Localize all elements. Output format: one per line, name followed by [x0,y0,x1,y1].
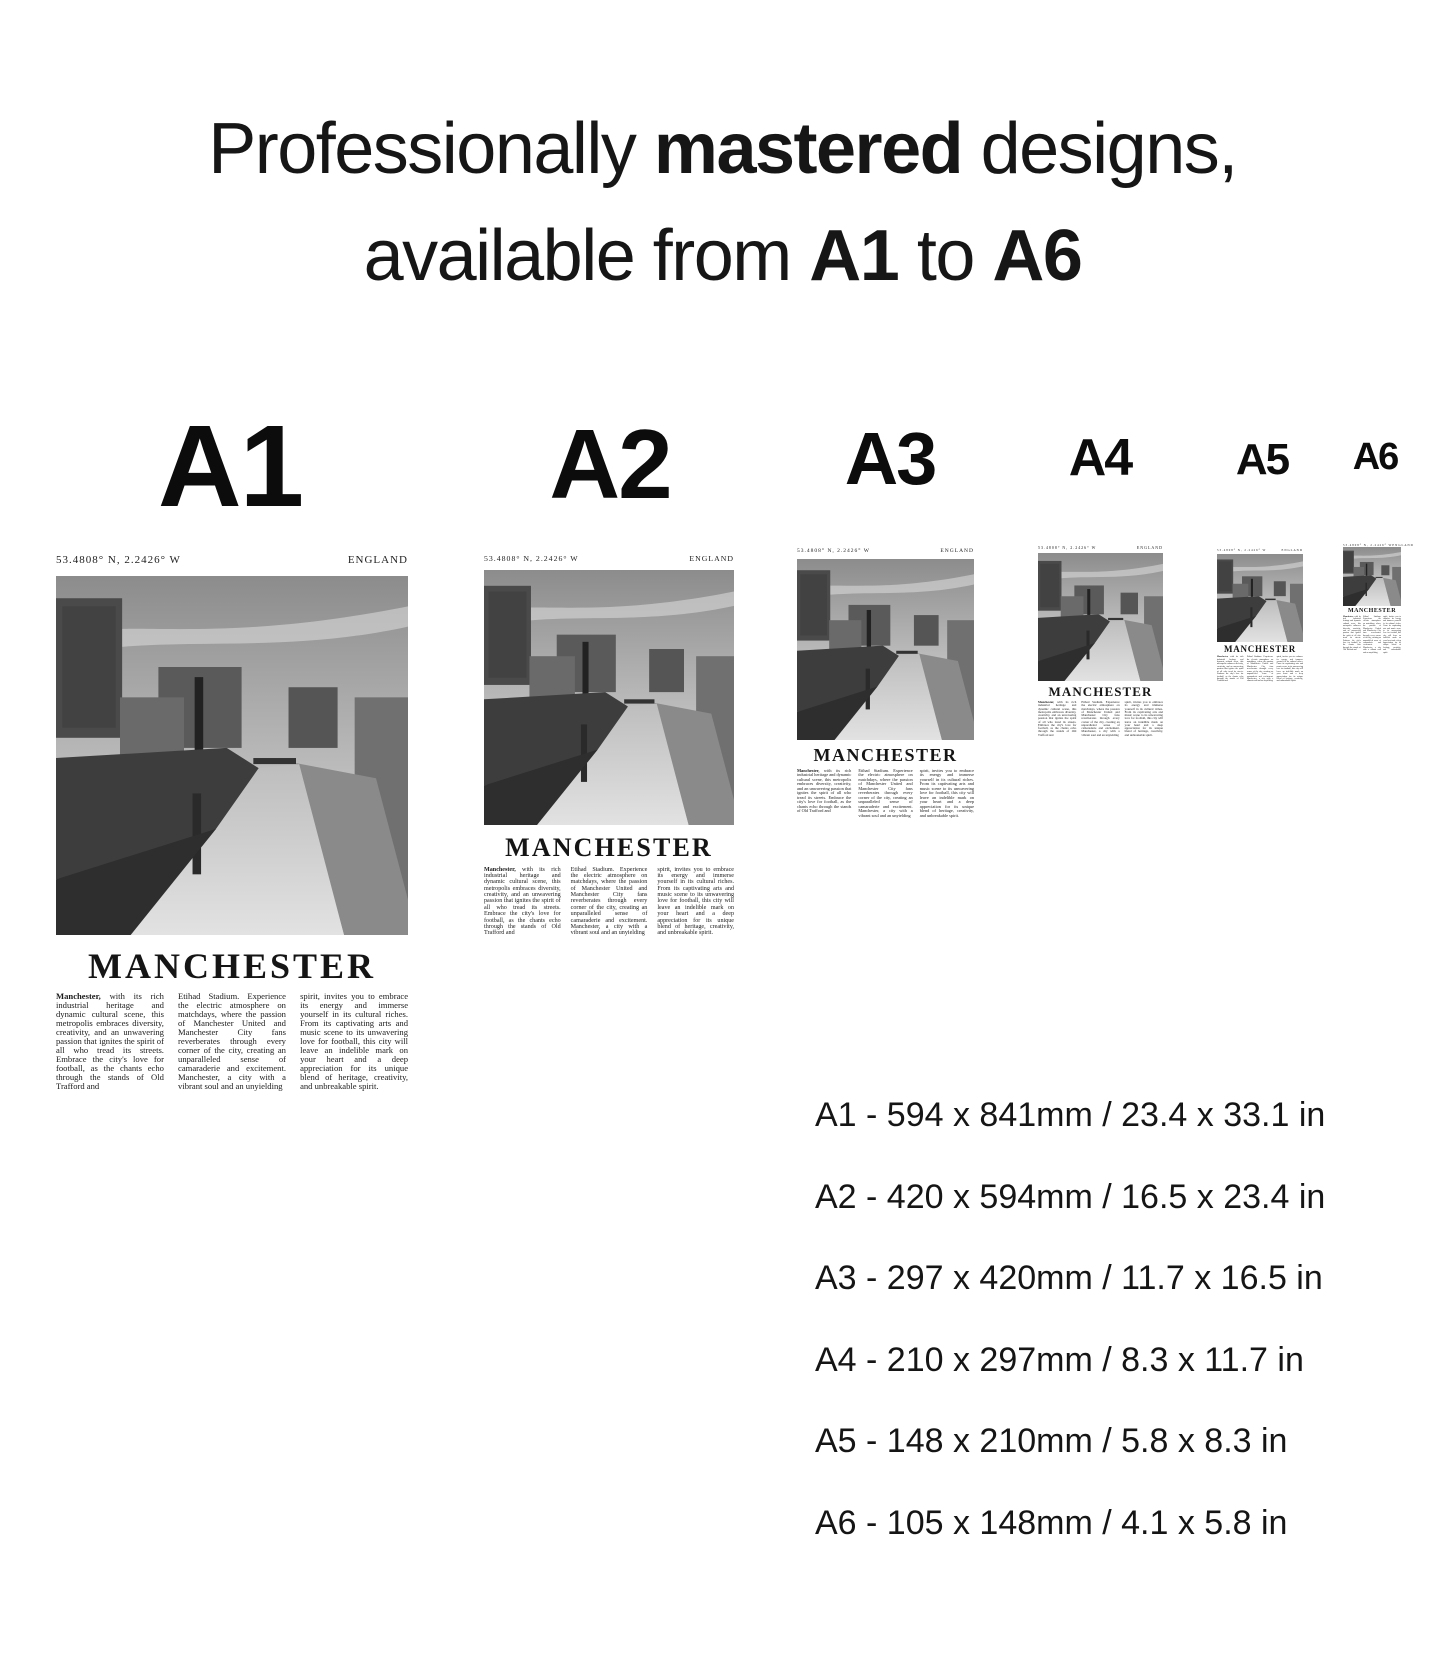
poster-desc-text: with its rich industrial heritage and dynamic cultural scene, this metropolis embraces diversity, creativity, and an unwavering passion that ignites the spirit of all who tread its streets. Embrace the city's love for football, as the chants echo through the stands of Old Trafford and [56,991,164,1091]
size-label-a4: A4 [1068,429,1132,487]
poster-city-title: MANCHESTER [813,745,958,765]
poster-desc-text: with its rich industrial heritage and dynamic cultural scene, this metropolis embraces diversity, creativity, and an unwavering passion that ignites the spirit of all who tread its streets. Embrace the city's love for football, as the chants echo through the stands of Old Trafford and [484,866,561,937]
poster-coordinates: 53.4808° N, 2.2426° W [1343,543,1393,547]
poster-photo [1038,553,1163,681]
poster-desc-text: with its rich industrial heritage and dynamic cultural scene, this metropolis embraces diversity, creativity, and an unwavering passion that ignites the spirit of all who tread its streets. Embrace the city's love for football, as the chants echo through the stands of Old Trafford and [1343,615,1361,652]
spec-a2: A2 - 420 x 594mm / 16.5 x 23.4 in [815,1178,1326,1216]
poster-description [484,866,735,937]
poster-desc-column: Etihad Stadium. Experience the electric atmosphere on matchdays, where the passion of Manchester United and Manchester City fans reverberates through every corner of the city, creating an unparalleled sense of camaraderie and excitement. Manchester, a city with a vibrant soul and an unyielding [1081,700,1120,737]
poster-coordinates: 53.4808° N, 2.2426° W [1217,548,1267,552]
poster-desc-column: Etihad Stadium. Experience the electric atmosphere on matchdays, where the passion of Manchester United and Manchester City fans reverberates through every corner of the city, creating an unparalleled sense of camaraderie and excitement. Manchester, a city with a vibrant soul and an unyielding [1246,656,1274,683]
poster-desc-column [1217,656,1244,683]
headline-line-2 [0,212,1445,300]
poster-a4 [1038,545,1163,737]
size-label-a2: A2 [549,409,671,519]
headline-emphasis: A1 [809,216,899,296]
poster-coords [56,554,408,576]
poster-desc-lead: Manchester, [1217,656,1229,659]
poster-city-title: MANCHESTER [87,946,377,986]
poster-desc-column: Etihad Stadium. Experience the electric atmosphere on matchdays, where the passion of Manchester United and Manchester City fans reverberates through every corner of the city, creating an unparalleled sense of camaraderie and excitement. Manchester, a city with a vibrant soul and an unyielding [858,767,913,818]
poster-desc-column [1343,615,1361,652]
poster-description [56,991,409,1091]
poster-desc-lead: Manchester, [797,767,820,773]
size-label-a6: A6 [1352,436,1398,478]
size-label-a5: A5 [1235,435,1289,484]
canal-photo [1343,547,1401,606]
poster-photo [1343,547,1401,606]
poster-city-title: MANCHESTER [1223,644,1296,654]
poster-desc-column [1038,700,1077,737]
poster-desc-column: spirit, invites you to embrace its energy and immerse yourself in its cultural riches. From its captivating arts and music scene to its unwavering love for football, this city will leave an indelible mark on your heart and a deep appreciation for its unique blend of heritage, creativity, and unbreakable spirit. [1276,656,1303,683]
poster-a3 [797,548,974,818]
poster-desc-column [56,991,164,1091]
poster-desc-text: with its rich industrial heritage and dynamic cultural scene, this metropolis embraces diversity, creativity, and an unwavering passion that ignites the spirit of all who tread its streets. Embrace the city's love for football, as the chants echo through the stands of Old Trafford and [797,767,852,813]
poster-coords [1038,545,1163,553]
poster-a1 [56,554,409,1091]
canal-photo [484,570,734,825]
poster-desc-column: spirit, invites you to embrace its energy and immerse yourself in its cultural riches. From its captivating arts and music scene to its unwavering love for football, this city will leave an indelible mark on your heart and a deep appreciation for its unique blend of heritage, creativity, and unbreakable spirit. [1124,700,1163,737]
poster-description [1038,700,1163,737]
spec-a6: A6 - 105 x 148mm / 4.1 x 5.8 in [815,1504,1288,1542]
poster-desc-lead: Manchester, [56,991,101,1001]
headline-text: designs, [962,109,1237,189]
poster-desc-lead: Manchester, [1343,615,1354,618]
headline-emphasis: A6 [992,216,1082,296]
spec-a4: A4 - 210 x 297mm / 8.3 x 11.7 in [815,1341,1304,1379]
poster-description [1217,656,1303,683]
poster-desc-column: Etihad Stadium. Experience the electric atmosphere on matchdays, where the passion of Manchester United and Manchester City fans reverberates through every corner of the city, creating an unparalleled sense of camaraderie and excitement. Manchester, a city with a vibrant soul and an unyielding [570,866,648,937]
poster-country: ENGLAND [689,554,734,563]
canal-photo [56,576,408,935]
poster-country: ENGLAND [1281,548,1303,552]
poster-desc-text: with its rich industrial heritage and dynamic cultural scene, this metropolis embraces diversity, creativity, and an unwavering passion that ignites the spirit of all who tread its streets. Embrace the city's love for football, as the chants echo through the stands of Old Trafford and [1217,656,1244,683]
canal-photo [1217,554,1303,642]
poster-desc-column: Etihad Stadium. Experience the electric atmosphere on matchdays, where the passion of Manchester United and Manchester City fans reverberates through every corner of the city, creating an unparalleled sense of camaraderie and excitement. Manchester, a city with a vibrant soul and an unyielding [1363,615,1381,654]
poster-photo [797,559,974,740]
canal-photo [1038,553,1163,681]
poster-city-title: MANCHESTER [1347,608,1397,614]
poster-desc-column [484,866,561,937]
poster-desc-column: Etihad Stadium. Experience the electric atmosphere on matchdays, where the passion of Manchester United and Manchester City fans reverberates through every corner of the city, creating an unparalleled sense of camaraderie and excitement. Manchester, a city with a vibrant soul and an unyielding [178,991,286,1091]
poster-photo [56,576,408,935]
poster-country: ENGLAND [347,554,408,566]
poster-city-title: MANCHESTER [1048,684,1153,699]
poster-desc-lead: Manchester, [1038,700,1055,705]
headline-emphasis: mastered [653,109,963,189]
poster-photo [484,570,734,825]
headline-text: available from [363,216,810,296]
spec-a1: A1 - 594 x 841mm / 23.4 x 33.1 in [815,1096,1326,1134]
size-label-a1: A1 [157,401,303,531]
poster-coordinates: 53.4808° N, 2.2426° W [56,554,181,566]
poster-a6 [1343,543,1414,654]
poster-coords [484,554,734,570]
poster-a2 [484,554,735,937]
poster-country: ENGLAND [940,548,974,554]
spec-a5: A5 - 148 x 210mm / 5.8 x 8.3 in [815,1422,1288,1460]
poster-description [797,767,974,818]
poster-coordinates: 53.4808° N, 2.2426° W [1038,545,1097,550]
poster-desc-column: spirit, invites you to embrace its energy and immerse yourself in its cultural riches. From its captivating arts and music scene to its unwavering love for football, this city will leave an indelible mark on your heart and a deep appreciation for its unique blend of heritage, creativity, and unbreakable spirit. [300,991,409,1091]
poster-country: ENGLAND [1392,543,1414,547]
poster-country: ENGLAND [1136,545,1163,550]
poster-desc-column [797,767,852,813]
canal-photo [797,559,974,740]
poster-coordinates: 53.4808° N, 2.2426° W [797,548,870,554]
poster-desc-column: spirit, invites you to embrace its energy and immerse yourself in its cultural riches. From its captivating arts and music scene to its unwavering love for football, this city will leave an indelible mark on your heart and a deep appreciation for its unique blend of heritage, creativity, and unbreakable spirit. [657,866,735,937]
poster-desc-text: with its rich industrial heritage and dynamic cultural scene, this metropolis embraces diversity, creativity, and an unwavering passion that ignites the spirit of all who tread its streets. Embrace the city's love for football, as the chants echo through the stands of Old Trafford and [1038,700,1077,737]
poster-a5 [1217,548,1303,683]
poster-coordinates: 53.4808° N, 2.2426° W [484,554,579,563]
headline-line-1 [0,105,1445,193]
poster-desc-column: spirit, invites you to embrace its energy and immerse yourself in its cultural riches. From its captivating arts and music scene to its unwavering love for football, this city will leave an indelible mark on your heart and a deep appreciation for its unique blend of heritage, creativity, and unbreakable spirit. [919,767,974,818]
poster-desc-column: spirit, invites you to embrace its energy and immerse yourself in its cultural riches. From its captivating arts and music scene to its unwavering love for football, this city will leave an indelible mark on your heart and a deep appreciation for its unique blend of heritage, creativity, and unbreakable spirit. [1383,615,1402,654]
spec-a3: A3 - 297 x 420mm / 11.7 x 16.5 in [815,1259,1323,1297]
poster-desc-lead: Manchester, [484,866,516,873]
size-label-a3: A3 [844,417,936,500]
headline-text: to [898,216,993,296]
headline-text: Professionally [208,109,654,189]
poster-coords [797,548,974,559]
poster-description [1343,615,1402,654]
poster-photo [1217,554,1303,642]
poster-city-title: MANCHESTER [505,833,713,862]
